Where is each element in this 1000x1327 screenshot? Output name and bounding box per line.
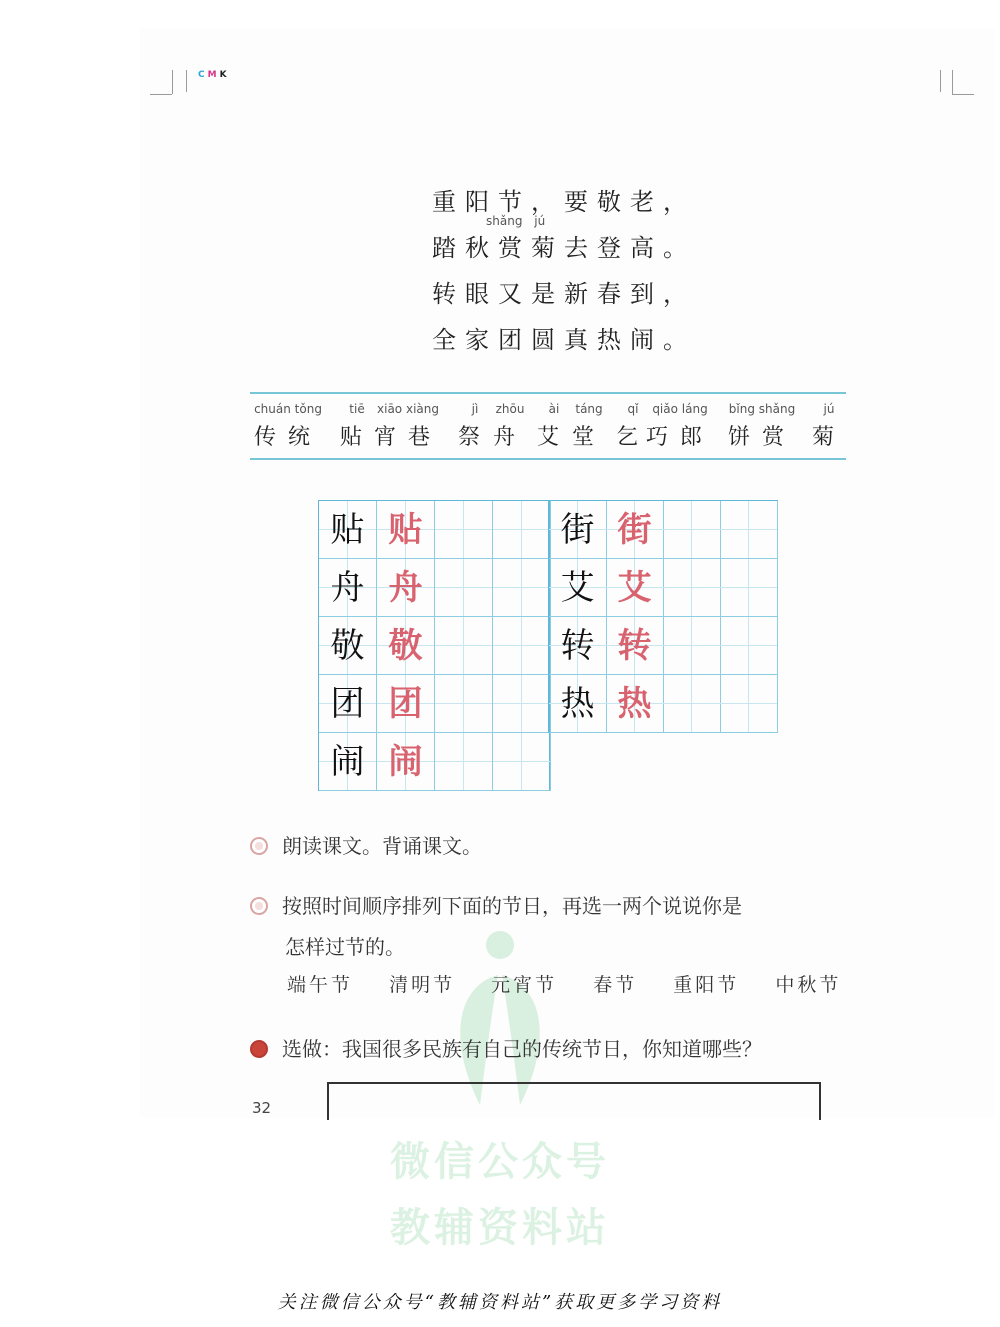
grid-empty-cell xyxy=(435,501,493,559)
grid-model-char: 闹 xyxy=(319,733,377,791)
next-section-box xyxy=(327,1082,821,1120)
vocab-item: táng 堂 xyxy=(572,402,607,450)
grid-model-char: 贴 xyxy=(319,501,377,559)
grid-model-char: 街 xyxy=(549,501,607,559)
grid-empty-cell xyxy=(435,675,493,733)
festival-item: 端午节 xyxy=(287,974,354,996)
print-color-marks: CMK xyxy=(198,70,230,80)
poem xyxy=(432,186,696,370)
grid-trace-char: 转 xyxy=(606,617,664,675)
exercise-1: 朗读课文。背诵课文。 xyxy=(250,830,482,859)
grid-empty-cell xyxy=(493,501,551,559)
grid-empty-cell xyxy=(663,559,721,617)
crop-mark-top-left-v xyxy=(172,70,173,94)
festival-item: 春节 xyxy=(593,974,638,996)
exercise-badge-filled-icon xyxy=(250,1040,268,1058)
festival-item: 元宵节 xyxy=(491,974,558,996)
grid-trace-char: 敬 xyxy=(377,617,435,675)
grid-trace-char: 舟 xyxy=(377,559,435,617)
vocab-item: qǐ 乞 xyxy=(616,402,651,450)
vocab-item: tiē 贴 xyxy=(340,402,375,450)
crop-mark-top-right-v2 xyxy=(940,70,941,92)
page-number: 32 xyxy=(252,1099,272,1117)
vocab-item: zhōu 舟 xyxy=(493,402,528,450)
grid-empty-cell xyxy=(435,617,493,675)
grid-empty-cell xyxy=(493,559,551,617)
poem-line: 重阳节，要敬老， xyxy=(432,188,696,216)
grid-empty-cell xyxy=(493,617,551,675)
footer-caption: 关注微信公众号“教辅资料站”获取更多学习资料 xyxy=(277,1292,723,1313)
crop-mark-top-left-v2 xyxy=(186,70,187,92)
poem-line: 全家团圆真热闹。 xyxy=(432,326,696,354)
grid-trace-char: 闹 xyxy=(377,733,435,791)
grid-trace-char: 艾 xyxy=(606,559,664,617)
grid-trace-char: 街 xyxy=(606,501,664,559)
vocab-item: qiǎo láng 巧郎 xyxy=(646,402,715,450)
grid-empty-cell xyxy=(663,501,721,559)
poem-line: 转眼又是新春到， xyxy=(432,280,696,308)
crop-mark-top-right-v xyxy=(952,70,953,94)
grid-empty-cell xyxy=(435,733,493,791)
vocab-item: xiāo xiàng 宵巷 xyxy=(374,402,443,450)
crop-mark-top-left xyxy=(150,94,172,95)
watermark-line-1: 微信公众号 xyxy=(390,1139,610,1185)
writing-grid-left xyxy=(318,500,550,791)
exercise-2-cont: 怎样过节的。 xyxy=(285,935,405,959)
grid-empty-cell xyxy=(720,559,778,617)
festival-item: 中秋节 xyxy=(775,974,842,996)
grid-empty-cell xyxy=(435,559,493,617)
grid-trace-char: 贴 xyxy=(377,501,435,559)
festival-list xyxy=(287,970,871,997)
grid-empty-cell xyxy=(720,617,778,675)
grid-empty-cell xyxy=(493,733,551,791)
grid-empty-cell xyxy=(493,675,551,733)
watermark-line-2: 教辅资料站 xyxy=(390,1205,610,1251)
grid-empty-cell xyxy=(663,617,721,675)
writing-grid-right xyxy=(548,500,778,733)
grid-model-char: 艾 xyxy=(549,559,607,617)
grid-model-char: 热 xyxy=(549,675,607,733)
exercise-3: 选做：我国很多民族有自己的传统节日，你知道哪些？ xyxy=(250,1033,762,1062)
poem-pinyin: shǎng jú xyxy=(486,214,546,228)
grid-empty-cell xyxy=(720,501,778,559)
grid-model-char: 舟 xyxy=(319,559,377,617)
festival-item: 重阳节 xyxy=(673,974,740,996)
grid-model-char: 团 xyxy=(319,675,377,733)
vocab-item: jú 菊 xyxy=(812,402,847,450)
exercise-badge-icon xyxy=(250,897,268,915)
vocab-item: chuán tǒng 传统 xyxy=(254,402,323,450)
vocabulary-band xyxy=(250,392,846,460)
vocab-item: jì 祭 xyxy=(458,402,493,450)
crop-mark-top-right xyxy=(952,94,974,95)
exercise-2: 按照时间顺序排列下面的节日，再选一两个说说你是 xyxy=(250,890,742,919)
festival-item: 清明节 xyxy=(389,974,456,996)
grid-empty-cell xyxy=(720,675,778,733)
grid-trace-char: 团 xyxy=(377,675,435,733)
exercise-badge-icon xyxy=(250,837,268,855)
grid-trace-char: 热 xyxy=(606,675,664,733)
grid-model-char: 敬 xyxy=(319,617,377,675)
grid-empty-cell xyxy=(663,675,721,733)
vocab-item: bǐng shǎng 饼赏 xyxy=(728,402,797,450)
poem-line: shǎng jú 踏秋赏菊去登高。 xyxy=(432,214,696,262)
grid-model-char: 转 xyxy=(549,617,607,675)
vocab-item: ài 艾 xyxy=(537,402,572,450)
